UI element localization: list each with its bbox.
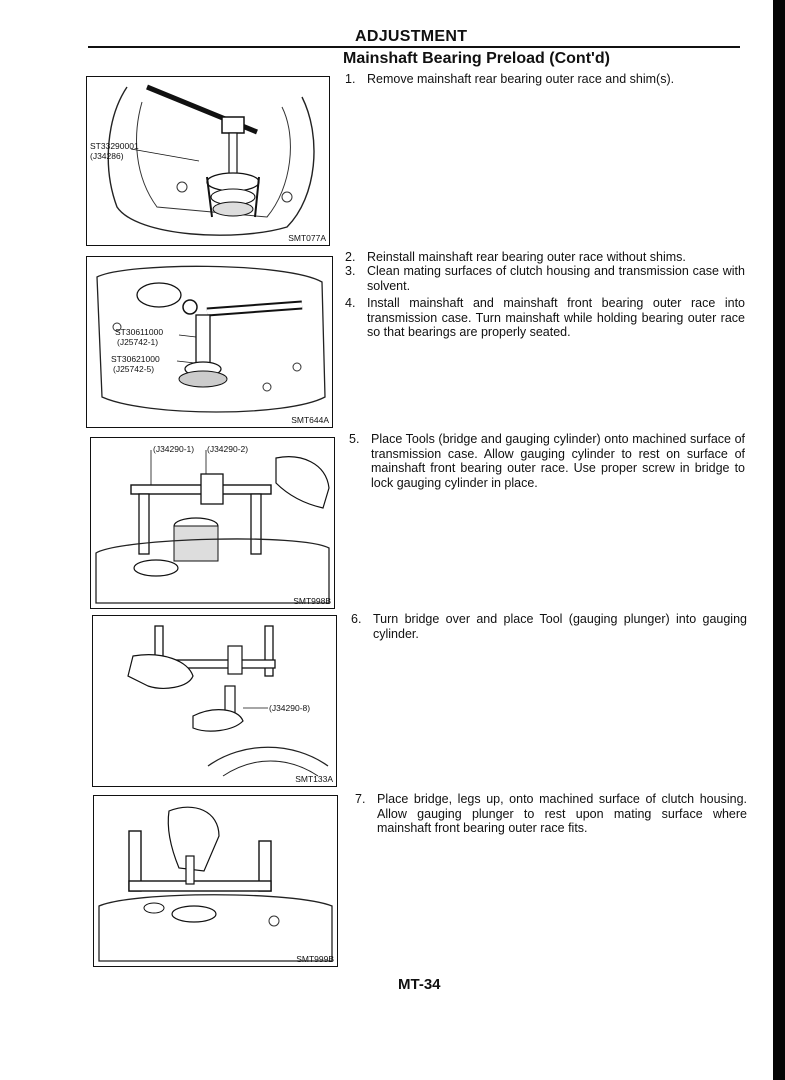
figure-code: SMT133A — [295, 774, 333, 784]
figure-code: SMT077A — [288, 233, 326, 243]
figure-smt077a — [86, 76, 330, 246]
figure-label: (J34290-8) — [269, 703, 311, 713]
figure-label: (J25742-1) — [117, 337, 159, 347]
step-text: Reinstall mainshaft rear bearing outer race without shims. — [367, 250, 686, 264]
step-text: Install mainshaft and mainshaft front bearing outer race into transmission case. Turn mainshaft while holding bearing outer race so that bearings are properly seated. — [367, 296, 745, 339]
step-number: 5. — [349, 432, 360, 446]
figure-smt133a-drawing — [93, 616, 336, 786]
figure-code: SMT998B — [293, 596, 331, 606]
figure-label: ST30611000 — [115, 327, 164, 337]
figure-label: (J25742-5) — [113, 364, 155, 374]
step-text: Place bridge, legs up, onto machined surface of clutch housing. Allow gauging plunger to rest upon mating surface where mainshaft front bearing outer race fits. — [377, 792, 747, 835]
figure-smt998b-drawing — [91, 438, 334, 608]
step-item — [345, 72, 745, 87]
step-number: 1. — [345, 72, 356, 86]
step-text: Place Tools (bridge and gauging cylinder) onto machined surface of transmission case. Allow gauging cylinder to rest on surface of mainshaft front bearing outer race. Use proper screw in bridge to lock gauging cylinder in place. — [371, 432, 745, 490]
step-number: 4. — [345, 296, 356, 310]
figure-label: ST33290001 — [90, 141, 139, 151]
figure-code: SMT644A — [291, 415, 329, 425]
figure-smt999b — [93, 795, 338, 967]
page-header-title: ADJUSTMENT — [355, 28, 468, 45]
step-item — [349, 432, 745, 490]
figure-label: (J34286) — [90, 151, 124, 161]
figure-label: (J34290-2) — [207, 444, 249, 454]
figure-smt644a — [86, 256, 333, 428]
step-text: Turn bridge over and place Tool (gauging plunger) into gauging cylinder. — [373, 612, 747, 641]
step-item — [345, 250, 745, 265]
step-item — [345, 264, 745, 293]
step-number: 3. — [345, 264, 356, 278]
figure-smt999b-drawing — [94, 796, 337, 966]
scan-edge-right — [773, 0, 785, 1080]
figure-smt133a — [92, 615, 337, 787]
step-number: 6. — [351, 612, 362, 626]
page-number: MT-34 — [398, 976, 441, 993]
figure-label: (J34290-1) — [153, 444, 195, 454]
step-text: Clean mating surfaces of clutch housing and transmission case with solvent. — [367, 264, 745, 293]
section-title: Mainshaft Bearing Preload (Cont'd) — [343, 50, 610, 67]
figure-smt998b — [90, 437, 335, 609]
step-text: Remove mainshaft rear bearing outer race and shim(s). — [367, 72, 675, 86]
step-item — [355, 792, 747, 836]
step-item — [351, 612, 747, 641]
step-number: 2. — [345, 250, 356, 264]
figure-code: SMT999B — [296, 954, 334, 964]
step-number: 7. — [355, 792, 366, 806]
figure-smt077a-drawing — [87, 77, 329, 245]
figure-label: ST30621000 — [111, 354, 160, 364]
header-rule — [88, 46, 740, 48]
step-item — [345, 296, 745, 340]
